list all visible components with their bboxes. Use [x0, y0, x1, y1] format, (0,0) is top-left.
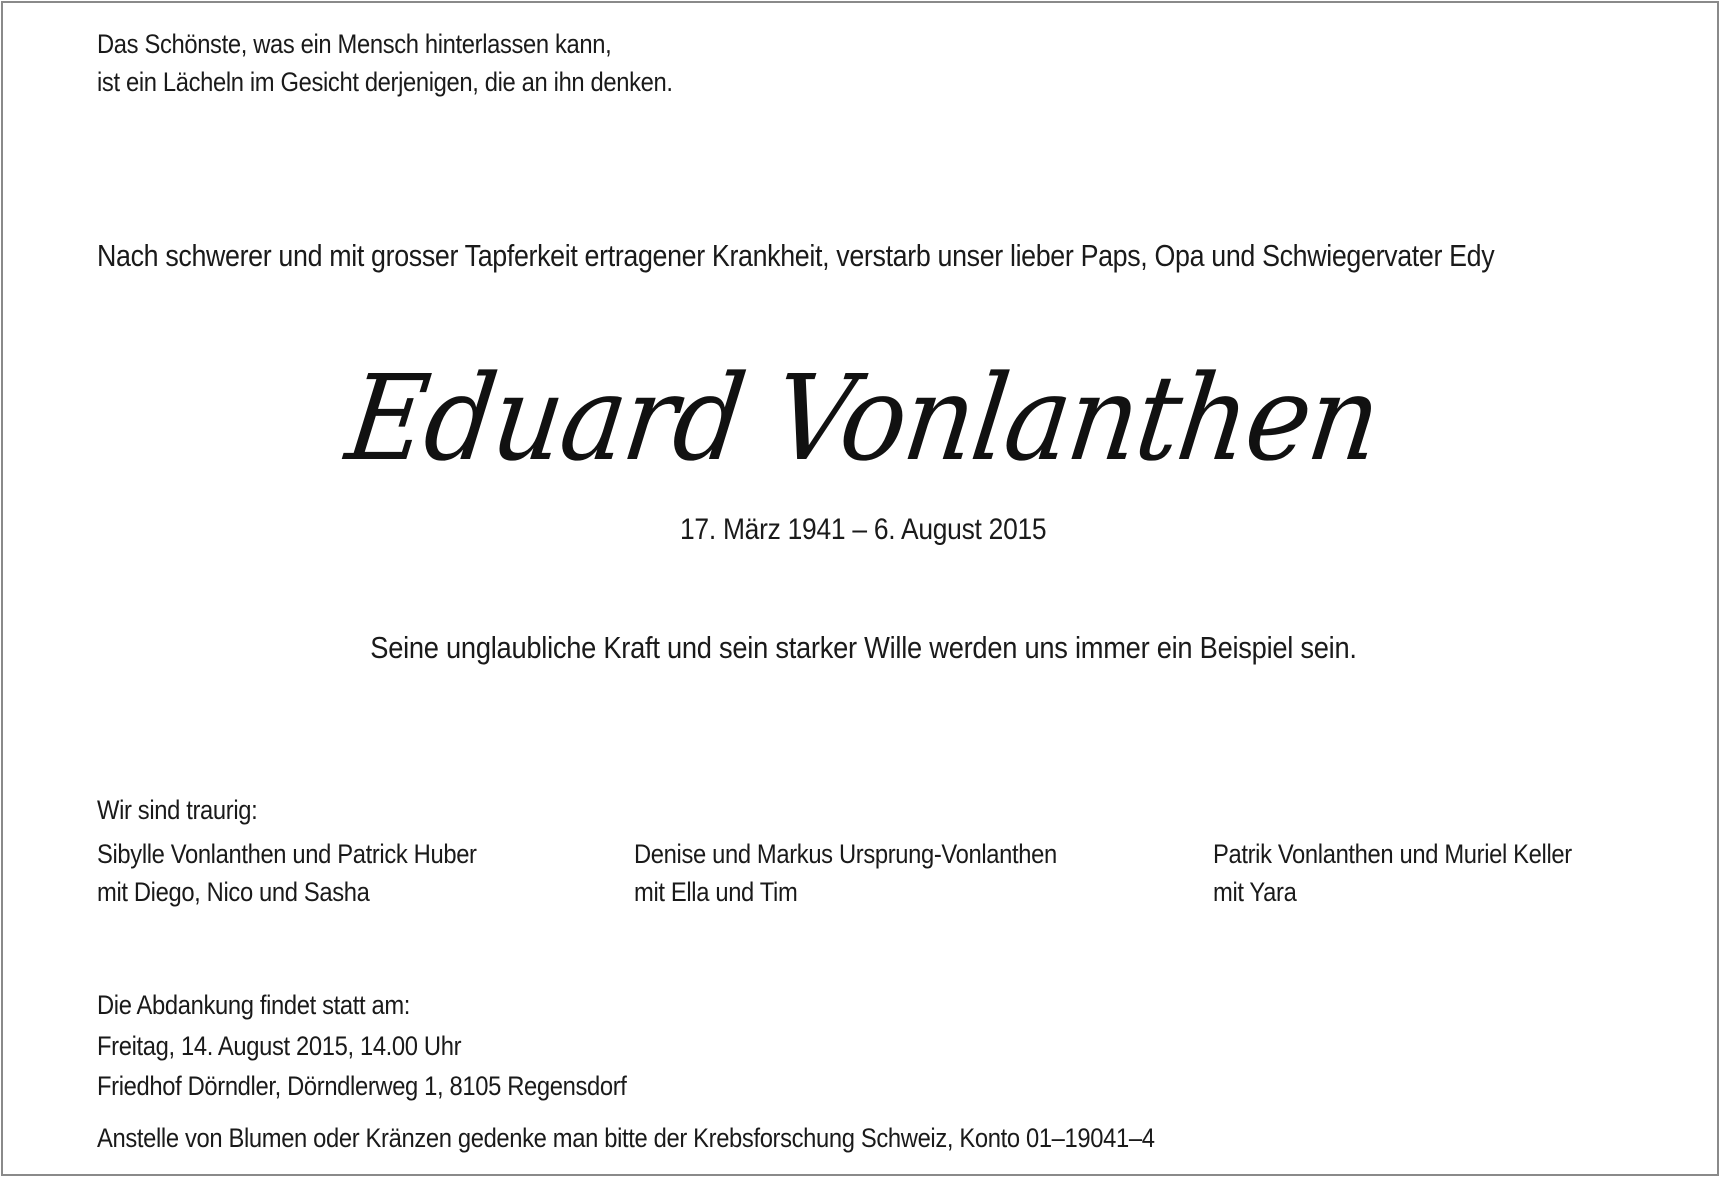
obituary-card — [1, 1, 1719, 1176]
family-3-line-1: Patrik Vonlanthen und Muriel Keller — [1213, 839, 1572, 869]
life-dates — [3, 513, 1723, 547]
motto-line-1: Das Schönste, was ein Mensch hinterlassen kann, — [97, 29, 612, 59]
tribute-text — [3, 630, 1723, 666]
family-1-line-1: Sibylle Vonlanthen und Patrick Huber — [97, 839, 477, 869]
service-location: Friedhof Dörndler, Dörndlerweg 1, 8105 Regensdorf — [97, 1071, 627, 1101]
service-datetime: Freitag, 14. August 2015, 14.00 Uhr — [97, 1031, 462, 1061]
tribute-text-content: Seine unglaubliche Kraft und sein starker Wille werden uns immer ein Beispiel sein. — [369, 630, 1357, 665]
life-dates-text: 17. März 1941 – 6. August 2015 — [679, 513, 1047, 546]
deceased-name-text: Eduard Vonlanthen — [339, 349, 1387, 487]
family-2-line-2: mit Ella und Tim — [634, 877, 798, 907]
motto-line-2: ist ein Lächeln im Gesicht derjenigen, die an ihn denken. — [97, 67, 673, 97]
mourners-heading: Wir sind traurig: — [97, 795, 258, 825]
family-1-line-2: mit Diego, Nico und Sasha — [97, 877, 370, 907]
family-2-line-1: Denise und Markus Ursprung-Vonlanthen — [634, 839, 1057, 869]
deceased-name — [3, 338, 1723, 498]
service-heading: Die Abdankung findet statt am: — [97, 990, 411, 1020]
family-3-line-2: mit Yara — [1213, 877, 1297, 907]
announcement-text: Nach schwerer und mit grosser Tapferkeit ertragener Krankheit, verstarb unser lieber Paps, Opa und Schwiegervater Edy — [97, 238, 1495, 273]
donation-note: Anstelle von Blumen oder Kränzen gedenke man bitte der Krebsforschung Schweiz, Konto 01–19041–4 — [97, 1123, 1155, 1153]
